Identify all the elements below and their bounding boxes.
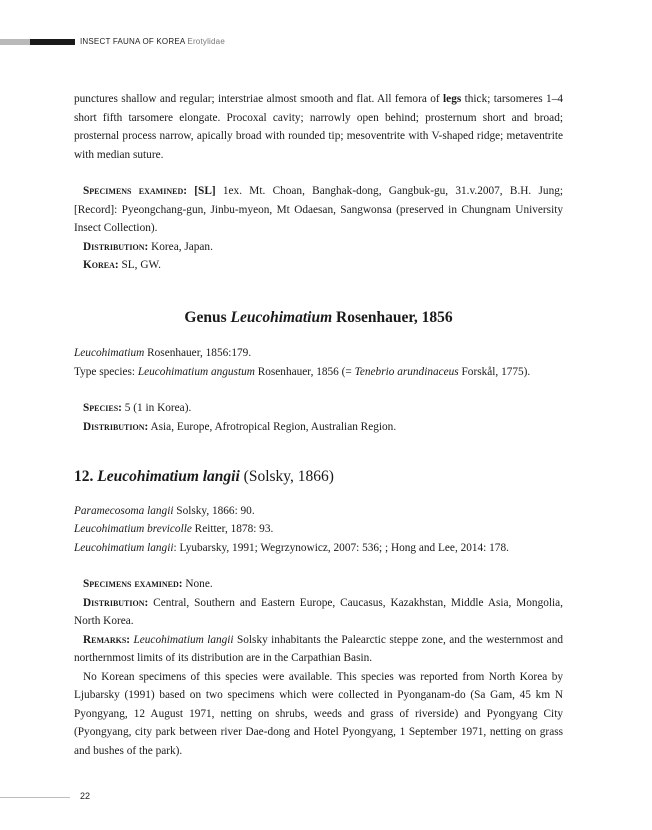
genus-title-suffix: Rosenhauer, 1856 [332,308,453,326]
synonym-line-3 [74,539,563,558]
type-species-suffix: Forskål, 1775). [458,365,531,378]
type-species-mid: Rosenhauer, 1856 (= [254,365,355,378]
running-header [80,37,225,46]
header-bar-dark [30,39,75,45]
prev-specimens-label: Specimens examined: [83,185,187,197]
genus-title-name: Leucohimatium [230,308,333,326]
species-distribution-paragraph [74,594,563,631]
synonym-name: Paramecosoma langii [74,504,174,517]
genus-title-prefix: Genus [184,308,231,326]
type-species-name: Leucohimatium angustum [137,365,255,378]
species-specimens-label: Specimens examined: [83,578,183,590]
prev-korea-label: Korea: [83,259,119,271]
genus-distribution-paragraph [74,418,563,437]
genus-heading [74,309,563,328]
intro-text: punctures shallow and regular; interstriae almost smooth and flat. All femora of [74,93,444,105]
page-body [74,90,563,760]
species-remarks-text: Solsky inhabitants the Palearctic steppe zone, and the westernmost and northernmost limits of its distribution are in the Carpathian Basin. [74,633,563,664]
genus-ref-text: Rosenhauer, 1856:179. [144,347,252,359]
genus-species-text: 5 (1 in Korea). [121,402,192,414]
genus-reference [74,344,563,363]
genus-species-paragraph [74,399,563,418]
footer-rule [0,797,70,798]
species-remarks-paragraph-2: No Korean specimens of this species were available. This species was reported from North Korea by Ljubarsky (1991) based on two specimens which were collected in Pyonganam-do (Sa Gam, 45 km N Pyongyang, 12 August 1971, netting on shrubs, weeds and grass of riverside) and Pyongyang City (Pyongyang, city park between river Dae-dong and Hotel Pyongyang, 1 September 1971, netting on grass and bushes of the park). [74,670,563,757]
synonym-name: Leucohimatium langii [74,541,174,554]
type-species-synonym: Tenebrio arundinaceus [354,365,459,378]
intro-text-2: thick; tarsomeres 1–4 short fifth tarsomere elongate. Procoxal cavity; narrowly open behind; prosternum short and broad; prosternal process narrow, apically broad with rounded tip; mesoventrite with V-shaped ridge; metaventrite with median suture. [74,93,563,161]
synonym-name: Leucohimatium brevicolle [74,523,192,535]
genus-species-label: Species: [83,402,122,414]
genus-distribution-text: Asia, Europe, Afrotropical Region, Australian Region. [148,420,397,433]
synonym-ref: : Lyubarsky, 1991; Wegrzynowicz, 2007: 536; ; Hong and Lee, 2014: 178. [173,541,509,554]
type-species-prefix: Type species: [74,365,138,378]
genus-distribution-label: Distribution: [83,420,149,433]
synonym-line-2 [74,520,563,539]
genus-type-species [74,363,563,382]
prev-distribution-text: Korea, Japan. [148,240,213,253]
prev-korea-text: SL, GW. [118,259,161,271]
genus-ref-name: Leucohimatium [74,347,145,359]
page-number: 22 [80,791,91,801]
prev-korea-paragraph [74,256,563,275]
header-bar-light [0,39,30,45]
species-specimens-text: None. [182,578,213,590]
prev-specimens-bold: [SL] [194,185,216,197]
intro-paragraph [74,90,563,164]
species-number: 12. [74,468,94,485]
header-title: INSECT FAUNA OF KOREA [80,37,185,46]
species-remarks-paragraph [74,631,563,668]
synonym-line-1 [74,502,563,521]
synonym-ref: Reitter, 1878: 93. [191,523,274,535]
species-author: (Solsky, 1866) [239,468,334,485]
species-specimens-paragraph [74,575,563,594]
species-distribution-text: Central, Southern and Eastern Europe, Caucasus, Kazakhstan, Middle Asia, Mongolia, North Korea. [74,596,563,627]
species-distribution-label: Distribution: [83,596,149,609]
prev-distribution-label: Distribution: [83,240,149,253]
synonym-ref: Solsky, 1866: 90. [173,504,255,517]
species-heading [74,468,563,487]
prev-distribution-paragraph [74,238,563,257]
intro-bold: legs [443,93,462,105]
prev-specimens-text: 1ex. Mt. Choan, Banghak-dong, Gangbuk-gu, 31.v.2007, B.H. Jung; [Record]: Pyeongchang-gun, Jinbu-myeon, Mt Odaesan, Sangwonsa (preserved in Chungnam University Insect Collection). [74,185,564,234]
header-subtitle: Erotylidae [187,37,225,46]
species-remarks-name: Leucohimatium langii [133,633,234,646]
prev-specimens-paragraph [74,182,563,238]
species-remarks-label: Remarks: [83,633,131,646]
species-name: Leucohimatium langii [97,468,240,485]
